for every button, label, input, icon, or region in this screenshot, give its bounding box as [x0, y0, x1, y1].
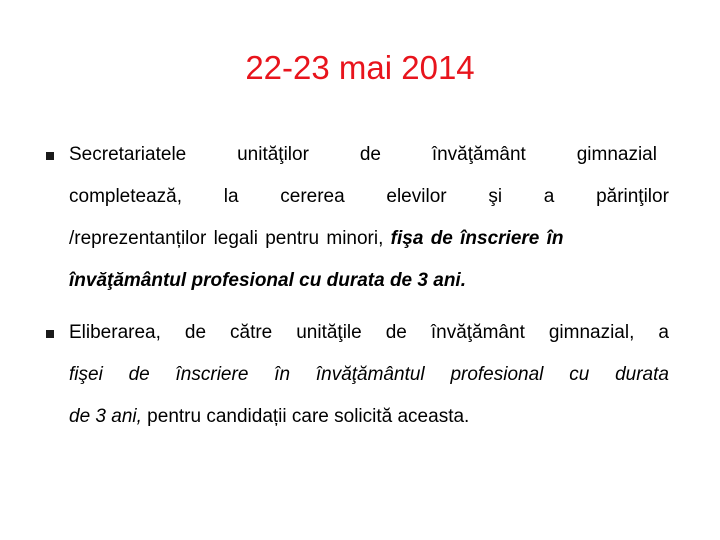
bullet-2-line-1 [69, 312, 669, 354]
word: cererea [280, 186, 345, 207]
word: a [543, 186, 555, 207]
word: fişei [69, 364, 103, 385]
bullet-1-line-2 [69, 176, 669, 218]
word: învăţământ [430, 322, 525, 343]
word: învăţământ [431, 144, 526, 165]
word: gimnazial [576, 144, 657, 165]
word: Secretariatele [69, 144, 187, 165]
word: Eliberarea, [69, 322, 161, 343]
bullet-1-text-regular: /reprezentanților legali pentru minori, [69, 228, 391, 249]
bullet-1-emphasis-start: fişa de înscriere în [390, 228, 564, 249]
square-bullet-icon [46, 134, 54, 176]
slide-body [46, 134, 686, 438]
slide-title: 22-23 mai 2014 [245, 49, 475, 86]
bullet-2-line-2 [69, 354, 669, 396]
word: de [184, 322, 207, 343]
bullet-1-line-1 [69, 134, 657, 176]
word: completează, [69, 186, 183, 207]
square-bullet-icon [46, 312, 54, 354]
word: durata [615, 364, 669, 385]
bullet-1-line-3 [69, 218, 673, 260]
word: gimnazial, [548, 322, 635, 343]
word: către [230, 322, 273, 343]
bullet-1-line-4: învăţământul profesional cu durata de 3 ani. [69, 270, 466, 291]
word: unităţilor [237, 144, 309, 165]
word: cu [569, 364, 590, 385]
bullet-2-italic-fragment: de 3 ani, [69, 406, 142, 427]
word: înscriere [175, 364, 249, 385]
word: unităţile [296, 322, 362, 343]
word: părinţilor [596, 186, 669, 207]
word: în [274, 364, 291, 385]
word: şi [488, 186, 503, 207]
bullet-item-secretariate [46, 134, 673, 302]
bullet-item-eliberarea [46, 312, 673, 438]
bullet-2-text-regular: pentru candidații care solicită aceasta. [141, 406, 470, 427]
word: elevilor [386, 186, 447, 207]
word: la [223, 186, 239, 207]
word: a [658, 322, 669, 343]
word: de [359, 144, 381, 165]
word: învăţământul [315, 364, 425, 385]
bullet-2-line-3 [69, 396, 673, 438]
word: de [128, 364, 150, 385]
word: profesional [450, 364, 544, 385]
word: de [385, 322, 407, 343]
